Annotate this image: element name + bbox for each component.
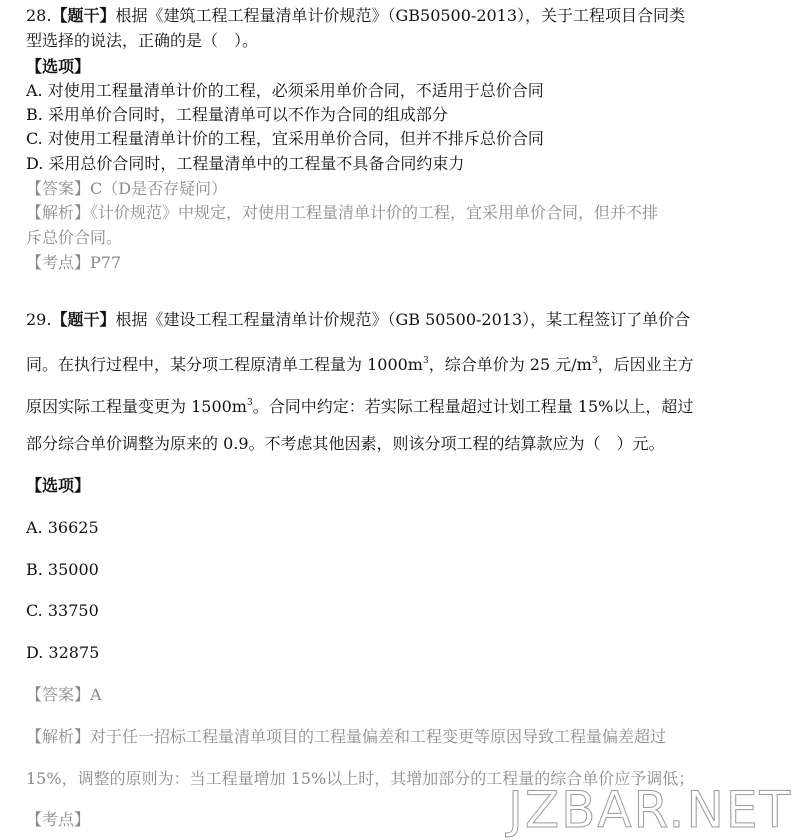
q29-option-c: C. 33750: [26, 601, 99, 620]
q28-stem-line2: 型选择的说法，正确的是（ ）。: [26, 31, 259, 50]
q29-sup-1: 3: [422, 356, 429, 366]
q29-point: 【考点】: [26, 810, 91, 829]
q28-point: 【考点】P77: [26, 253, 122, 272]
q28-option-b: B. 采用单价合同时，工程量清单可以不作为合同的组成部分: [26, 105, 448, 124]
q29-stem-text3b: 。合同中约定：若实际工程量超过计划工程量 15%以上，超过: [252, 397, 694, 416]
q29-stem-text2a: 同。在执行过程中，某分项工程原清单工程量为 1000m: [26, 355, 423, 374]
q29-stem-line3: [26, 393, 693, 417]
q28-answer: 【答案】C（D是否存疑问）: [26, 179, 228, 198]
q28-analysis-line2: 斥总价合同。: [26, 228, 123, 247]
q29-sup-2: 3: [591, 356, 598, 366]
q29-stem-line1: [26, 310, 690, 330]
q29-stem-text2b: ，综合单价为 25 元/m: [428, 355, 592, 374]
q28-option-a: A. 对使用工程量清单计价的工程，必须采用单价合同，不适用于总价合同: [26, 81, 544, 100]
q28-options-label: 【选项】: [26, 57, 91, 76]
q28-stem-tag: 【题干】: [51, 6, 116, 25]
q28-stem-line1: [26, 6, 685, 26]
q29-stem-text2c: ，后因业主方: [597, 355, 694, 374]
q28-stem-text1: 根据《建筑工程工程量清单计价规范》（GB50500-2013），关于工程项目合同类: [115, 6, 686, 25]
q29-stem-text3a: 原因实际工程量变更为 1500m: [26, 397, 247, 416]
q29-option-a: A. 36625: [26, 518, 99, 537]
q29-analysis-line2: 15%，调整的原则为：当工程量增加 15%以上时，其增加部分的工程量的综合单价应予调低；: [26, 769, 695, 788]
watermark-logo: JZBAR.NET: [508, 781, 792, 839]
q29-stem-tag: 【题干】: [51, 310, 116, 329]
q29-answer: 【答案】A: [26, 685, 102, 704]
q29-number: 29.: [26, 310, 52, 329]
q28-option-c: C. 对使用工程量清单计价的工程，宜采用单价合同，但并不排斥总价合同: [26, 129, 544, 148]
q28-analysis-line1: 【解析】《计价规范》中规定，对使用工程量清单计价的工程，宜采用单价合同，但并不排: [26, 203, 659, 222]
q29-analysis-line1: 【解析】对于任一招标工程量清单项目的工程量偏差和工程变更等原因导致工程量偏差超过: [26, 727, 667, 746]
q28-number: 28.: [26, 6, 52, 25]
q29-options-label: 【选项】: [26, 476, 91, 495]
q29-stem-text1: 根据《建设工程工程量清单计价规范》（GB 50500-2013），某工程签订了单价合: [115, 310, 691, 329]
q29-option-b: B. 35000: [26, 560, 99, 579]
q29-stem-line4: 部分综合单价调整为原来的 0.9。不考虑其他因素，则该分项工程的结算款应为（ ）元。: [26, 434, 665, 453]
q28-option-d: D. 采用总价合同时，工程量清单中的工程量不具备合同约束力: [26, 154, 465, 173]
q29-sup-3: 3: [246, 398, 253, 408]
q29-option-d: D. 32875: [26, 643, 100, 662]
q29-stem-line2: [26, 351, 694, 375]
